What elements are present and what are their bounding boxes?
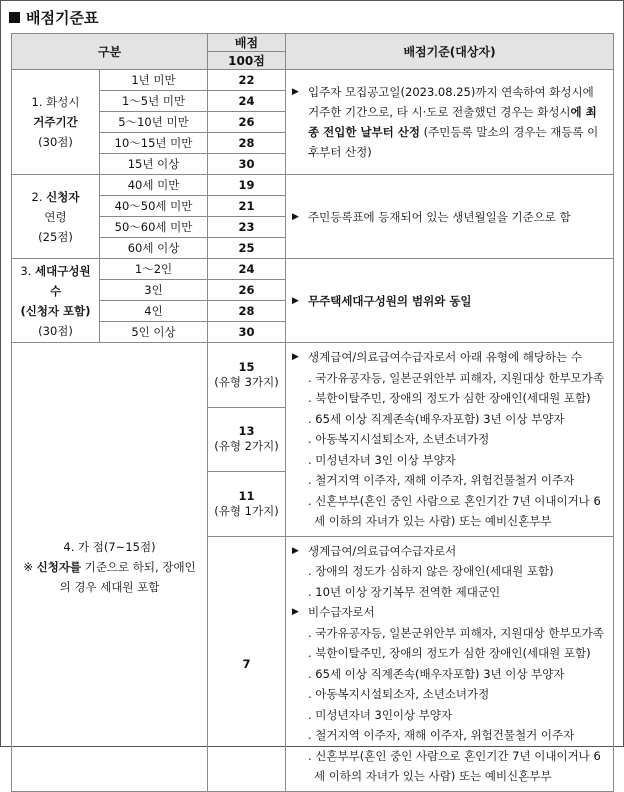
residence-range: 1～5년 미만 bbox=[100, 91, 208, 112]
age-label-cell: 2. 신청자 연령 (25점) bbox=[12, 175, 100, 259]
residence-range: 1년 미만 bbox=[100, 70, 208, 91]
bonus-criteria-top: ▶ 생계급여/의료급여수급자로서 아래 유형에 해당하는 수 . 국가유공자등, 일본군위안부 피해자, 지원대상 한부모가족 . 북한이탈주민, 장애의 정도가 심한 장애인(세대원 포함) . 65세 이상 직계존속(배우자포함) 3년 이상 부양자 . 아동복지시설퇴소자, 소년소녀가정 . 미성년자녀 3인 이상 부양자 . 철거지역 이주자, 재해 이주자, 위험건물철거 이주자 . 신혼부부(혼인 중인 사람으로 혼인기간 7년 이내이거나 6세 이하의 자녀가 있는 사람) 또는 예비신혼부부 bbox=[286, 343, 614, 537]
household-range: 5인 이상 bbox=[100, 322, 208, 343]
household-score: 30 bbox=[208, 322, 286, 343]
section-title: 배점기준표 bbox=[26, 9, 99, 27]
household-score: 26 bbox=[208, 280, 286, 301]
age-score: 19 bbox=[208, 175, 286, 196]
household-label-cell: 3. 세대구성원 수 (신청자 포함) (30점) bbox=[12, 259, 100, 343]
bonus-score-11: 11 (유형 1가지) bbox=[208, 472, 286, 537]
bonus-label-cell: 4. 가 점(7~15점) ※ 신청자를 기준으로 하되, 장애인의 경우 세대원 포함 bbox=[12, 343, 208, 792]
residence-range: 15년 이상 bbox=[100, 154, 208, 175]
square-bullet-icon bbox=[9, 12, 20, 23]
age-range: 50～60세 미만 bbox=[100, 217, 208, 238]
residence-range: 10～15년 미만 bbox=[100, 133, 208, 154]
bonus-score-15: 15 (유형 3가지) bbox=[208, 343, 286, 408]
score-criteria-table bbox=[11, 33, 614, 792]
residence-criteria: ▶ 입주자 모집공고일(2023.08.25)까지 연속하여 화성시에 거주한 기간으로, 타 시·도로 전출했던 경우는 화성시에 최종 전입한 날부터 산정 (주민등록 말소의 경우는 재등록 이후부터 산정) bbox=[286, 70, 614, 175]
age-range: 40세 미만 bbox=[100, 175, 208, 196]
age-score: 25 bbox=[208, 238, 286, 259]
household-range: 1～2인 bbox=[100, 259, 208, 280]
bonus-score-13: 13 (유형 2가지) bbox=[208, 407, 286, 472]
header-criteria: 배점기준(대상자) bbox=[286, 34, 614, 70]
residence-score: 30 bbox=[208, 154, 286, 175]
household-range: 3인 bbox=[100, 280, 208, 301]
bonus-criteria-bottom: ▶ 생계급여/의료급여수급자로서 . 장애의 정도가 심하지 않은 장애인(세대원 포함) . 10년 이상 장기복무 전역한 제대군인 ▶ 비수급자로서 . 국가유공자등, 일본군위안부 피해자, 지원대상 한부모가족 . 북한이탈주민, 장애의 정도가 심한 장애인(세대원 포함) . 65세 이상 직계존속(배우자포함) 3년 이상 부양자 . 아동복지시설퇴소자, 소년소녀가정 . 미성년자녀 3인이상 부양자 . 철거지역 이주자, 재해 이주자, 위험건물철거 이주자 . 신혼부부(혼인 중인 사람으로 혼인기간 7년 이내이거나 6세 이하의 자녀가 있는 사람) 또는 예비신혼부부 bbox=[286, 536, 614, 791]
age-range: 60세 이상 bbox=[100, 238, 208, 259]
age-score: 21 bbox=[208, 196, 286, 217]
header-score-total: 100점 bbox=[208, 52, 286, 70]
residence-score: 22 bbox=[208, 70, 286, 91]
residence-score: 26 bbox=[208, 112, 286, 133]
header-score: 배점 bbox=[208, 34, 286, 52]
section-heading bbox=[9, 7, 98, 28]
residence-score: 28 bbox=[208, 133, 286, 154]
header-category: 구분 bbox=[12, 34, 208, 70]
age-score: 23 bbox=[208, 217, 286, 238]
household-range: 4인 bbox=[100, 301, 208, 322]
household-score: 24 bbox=[208, 259, 286, 280]
age-criteria: ▶ 주민등록표에 등재되어 있는 생년월일을 기준으로 함 bbox=[286, 175, 614, 259]
residence-range: 5～10년 미만 bbox=[100, 112, 208, 133]
household-score: 28 bbox=[208, 301, 286, 322]
residence-score: 24 bbox=[208, 91, 286, 112]
residence-label-cell: 1. 화성시 거주기간 (30점) bbox=[12, 70, 100, 175]
age-range: 40～50세 미만 bbox=[100, 196, 208, 217]
household-criteria: ▶ 무주택세대구성원의 범위와 동일 bbox=[286, 259, 614, 343]
bonus-score-7: 7 bbox=[208, 536, 286, 791]
